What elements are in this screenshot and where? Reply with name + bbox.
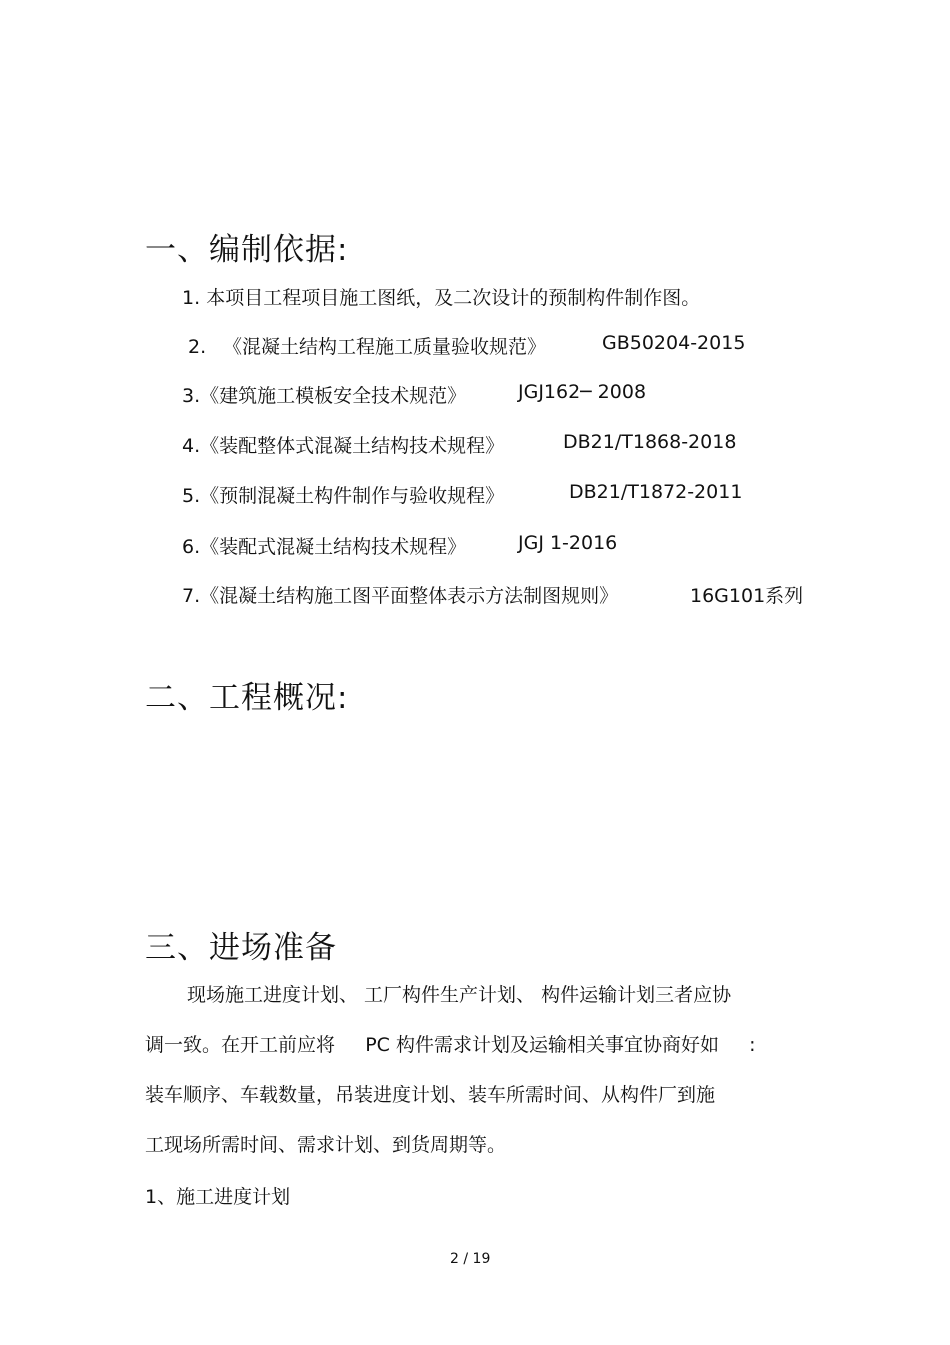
page-number [450, 1251, 490, 1267]
reference-code: JGJ162─ 2008 [518, 381, 647, 403]
reference-title: 《混凝土结构施工图平面整体表示方法制图规则》 [200, 585, 619, 607]
reference-item-3 [182, 381, 822, 408]
section-heading-overview: 二、工程概况: [145, 680, 349, 716]
reference-item-5 [182, 481, 822, 508]
reference-number: 7. [182, 585, 201, 607]
subheading-schedule: 1、施工进度计划 [145, 1186, 291, 1208]
reference-item-6 [182, 532, 822, 559]
reference-title: 《预制混凝土构件制作与验收规程》 [200, 485, 505, 507]
reference-title: 《装配式混凝土结构技术规程》 [200, 536, 467, 558]
reference-title: 《建筑施工模板安全技术规范》 [200, 385, 467, 407]
reference-number: 1. [182, 287, 201, 309]
page-total: 19 [472, 1251, 491, 1267]
reference-title: 《混凝土结构工程施工质量验收规范》 [223, 336, 547, 358]
reference-item-4 [182, 431, 822, 458]
prep-paragraph-line-2: 调一致。在开工前应将 PC 构件需求计划及运输相关事宜协商好如 : [145, 1034, 756, 1056]
page-current: 2 [450, 1251, 459, 1267]
reference-code: JGJ 1-2016 [518, 532, 618, 554]
prep-paragraph-line-4: 工现场所需时间、需求计划、到货周期等。 [145, 1134, 507, 1156]
reference-item-1 [182, 283, 700, 310]
reference-title: 本项目工程项目施工图纸，及二次设计的预制构件制作图。 [206, 287, 701, 309]
reference-number: 5. [182, 485, 201, 507]
reference-code: 16G101系列 [690, 585, 804, 607]
page-separator: / [463, 1251, 469, 1267]
section-heading-basis: 一、编制依据: [145, 232, 349, 268]
reference-title: 《装配整体式混凝土结构技术规程》 [200, 435, 505, 457]
reference-number: 6. [182, 536, 201, 558]
reference-number: 3. [182, 385, 201, 407]
reference-code: GB50204-2015 [602, 332, 746, 354]
reference-number: 4. [182, 435, 201, 457]
section-heading-preparation: 三、进场准备 [145, 930, 337, 966]
reference-item-2 [188, 332, 828, 359]
reference-number: 2. [188, 336, 207, 358]
reference-code: DB21/T1872-2011 [569, 481, 743, 503]
reference-item-7 [182, 581, 862, 608]
reference-code: DB21/T1868-2018 [563, 431, 737, 453]
prep-paragraph-line-1: 现场施工进度计划、 工厂构件生产计划、 构件运输计划三者应协 [187, 984, 732, 1006]
prep-paragraph-line-3: 装车顺序、车载数量，吊装进度计划、装车所需时间、从构件厂到施 [145, 1084, 716, 1106]
